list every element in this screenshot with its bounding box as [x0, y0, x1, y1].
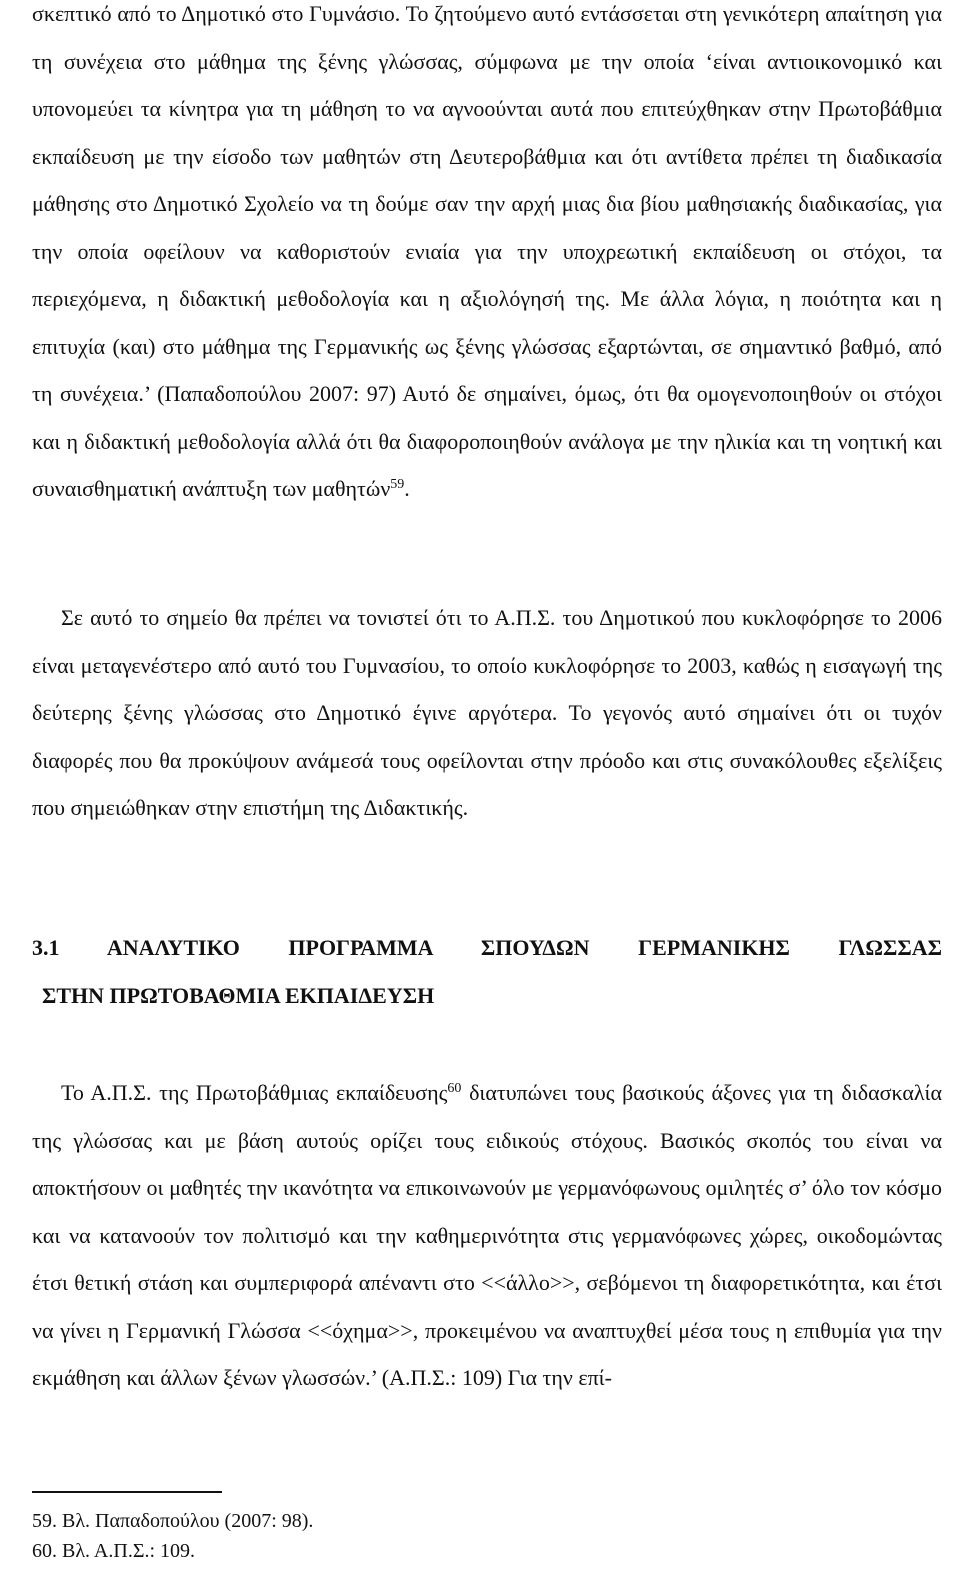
- paragraph-3: [32, 1069, 942, 1402]
- section-heading-line-1: 3.1 ΑΝΑΛΥΤΙΚΟ ΠΡΟΓΡΑΜΜΑ ΣΠΟΥΔΩΝ ΓΕΡΜΑΝΙΚΗΣ ΓΛΩΣΣΑΣ: [32, 935, 942, 960]
- section-heading-line-2: ΣΤΗΝ ΠΡΩΤΟΒΑΘΜΙΑ ΕΚΠΑΙΔΕΥΣΗ: [42, 983, 435, 1008]
- footnote-60: 60. Βλ. Α.Π.Σ.: 109.: [32, 1540, 196, 1562]
- footnote-ref-60[interactable]: 60: [447, 1081, 462, 1096]
- paragraph-1: [32, 0, 942, 513]
- footnotes: [32, 1506, 313, 1566]
- footnote-ref-59[interactable]: 59: [390, 477, 405, 492]
- footnote-separator: [32, 1491, 222, 1493]
- section-heading: [32, 924, 942, 1020]
- paragraph-1-text: σκεπτικό από το Δημοτικό στο Γυμνάσιο. Το ζητούμενο αυτό εντάσσεται στη γενικότερη απαίτηση για τη συνέχεια στο μάθημα της ξένης γλώσσας, σύμφωνα με την οποία ‘είναι αντιοικονομικό και υπονομεύει τα κίνητρα για τη μάθηση το να αγνοούνται αυτά που επιτεύχθηκαν στην Πρωτοβάθμια εκπαίδευση με την είσοδο των μαθητών στη Δευτεροβάθμια και ότι αντίθετα πρέπει τη διαδικασία μάθησης στο Δημοτικό Σχολείο να τη δούμε σαν την αρχή μιας δια βίου μαθησιακής διαδικασίας, για την οποία οφείλουν να καθοριστούν ενιαία για την υποχρεωτική εκπαίδευση οι στόχοι, τα περιεχόμενα, η διδακτική μεθοδολογία και η αξιολόγησή της. Με άλλα λόγια, η ποιότητα και η επιτυχία (και) στο μάθημα της Γερμανικής ως ξένης γλώσσας εξαρτώνται, σε σημαντικό βαθμό, από τη συνέχεια.’ (Παπαδοπούλου 2007: 97) Αυτό δε σημαίνει, όμως, ότι θα ομογενοποιηθούν οι στόχοι και η διδακτική μεθοδολογία αλλά ότι θα διαφοροποιηθούν ανάλογα με την ηλικία και τη νοητική και συναισθηματική ανάπτυξη των μαθητών: [32, 1, 942, 501]
- paragraph-1-end: .: [404, 476, 410, 501]
- paragraph-3-rest: διατυπώνει τους βασικούς άξονες για τη διδασκαλία της γλώσσας και με βάση αυτούς ορίζει τους ειδικούς στόχους. Βασικός σκοπός του είναι να αποκτήσουν οι μαθητές την ικανότητα να επικοινωνούν με γερμανόφωνους ομιλητές σ’ όλο τον κόσμο και να κατανοούν τον πολιτισμό και την καθημερινότητα στις γερμανόφωνες χώρες, οικοδομώντας έτσι θετική στάση και συμπεριφορά απέναντι στο <<άλλο>>, σεβόμενοι τη διαφορετικότητα, και έτσι να γίνει η Γερμανική Γλώσσα <<όχημα>>, προκειμένου να αναπτυχθεί μέσα τους η επιθυμία για την εκμάθηση και άλλων ξένων γλωσσών.’ (Α.Π.Σ.: 109) Για την επί-: [32, 1080, 942, 1390]
- paragraph-3-start: Το Α.Π.Σ. της Πρωτοβάθμιας εκπαίδευσης: [61, 1080, 448, 1105]
- footnote-59: 59. Βλ. Παπαδοπούλου (2007: 98).: [32, 1510, 314, 1532]
- paragraph-2: Σε αυτό το σημείο θα πρέπει να τονιστεί ότι το Α.Π.Σ. του Δημοτικού που κυκλοφόρησε το 2006 είναι μεταγενέστερο από αυτό του Γυμνασίου, το οποίο κυκλοφόρησε το 2003, καθώς η εισαγωγή της δεύτερης ξένης γλώσσας στο Δημοτικό έγινε αργότερα. Το γεγονός αυτό σημαίνει ότι οι τυχόν διαφορές που θα προκύψουν ανάμεσά τους οφείλονται στην πρόοδο και στις συνακόλουθες εξελίξεις που σημειώθηκαν στην επιστήμη της Διδακτικής.: [32, 605, 942, 820]
